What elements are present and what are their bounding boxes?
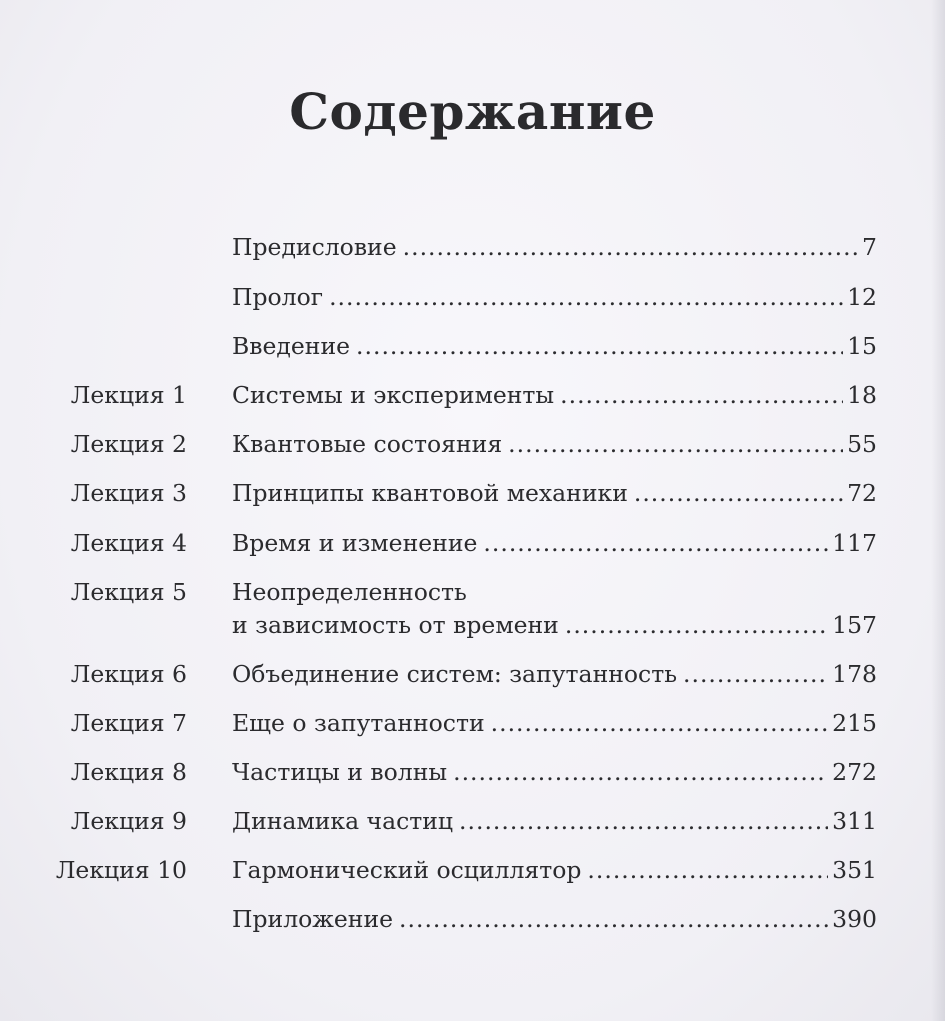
dot-leader [356, 331, 843, 361]
toc-entry-title: Приложение [232, 905, 394, 933]
toc-entry-title: Системы и эксперименты [232, 381, 555, 409]
dot-leader [399, 904, 828, 934]
lecture-label: Лекция 10 [55, 856, 187, 884]
dot-leader [329, 282, 843, 312]
toc-entry-page: 12 [847, 283, 877, 311]
lecture-label: Лекция 2 [70, 430, 187, 458]
toc-entry-title: Пролог [232, 283, 324, 311]
dot-leader [587, 855, 828, 885]
dot-leader [491, 708, 829, 738]
dot-leader [508, 429, 843, 459]
toc-entry-page: 157 [832, 611, 877, 639]
toc-entry-title: Частицы и волны [232, 758, 448, 786]
toc-entry-title: Динамика частиц [232, 807, 454, 835]
lecture-label: Лекция 8 [70, 758, 187, 786]
dot-leader [403, 232, 858, 262]
toc-entry-page: 15 [847, 332, 877, 360]
toc-entry-page: 117 [832, 529, 877, 557]
dot-leader [565, 610, 828, 640]
lecture-label: Лекция 9 [70, 807, 187, 835]
toc-entry-page: 311 [832, 807, 877, 835]
toc-entry-page: 7 [862, 233, 877, 261]
toc-entry-page: 55 [847, 430, 877, 458]
dot-leader [634, 478, 843, 508]
toc-entry-title: Гармонический осциллятор [232, 856, 582, 884]
dot-leader [459, 806, 828, 836]
lecture-label: Лекция 1 [70, 381, 187, 409]
toc-entry-title: Время и изменение [232, 529, 478, 557]
dot-leader [453, 757, 828, 787]
page-title: Содержание [289, 82, 656, 141]
dot-leader [560, 380, 843, 410]
toc-entry-page: 18 [847, 381, 877, 409]
dot-leader [483, 528, 828, 558]
toc-entry-title-line1: Неопределенность [232, 578, 467, 606]
toc-entry-title: и зависимость от времени [232, 611, 559, 639]
lecture-label: Лекция 6 [70, 660, 187, 688]
lecture-label: Лекция 7 [70, 709, 187, 737]
lecture-label: Лекция 3 [70, 479, 187, 507]
toc-entry-title: Предисловие [232, 233, 397, 261]
toc-entry-title: Принципы квантовой механики [232, 479, 628, 507]
toc-entry-title: Введение [232, 332, 351, 360]
toc-entry-page: 178 [832, 660, 877, 688]
toc-entry-page: 272 [832, 758, 877, 786]
lecture-label: Лекция 4 [70, 529, 187, 557]
dot-leader [683, 659, 828, 689]
toc-entry-page: 351 [832, 856, 877, 884]
toc-entry-page: 215 [832, 709, 877, 737]
toc-entry-page: 390 [832, 905, 877, 933]
toc-entry-title: Еще о запутанности [232, 709, 485, 737]
toc-entry-title: Квантовые состояния [232, 430, 503, 458]
lecture-label: Лекция 5 [70, 578, 187, 606]
toc-entry-title: Объединение систем: запутанность [232, 660, 677, 688]
toc-entry-page: 72 [847, 479, 877, 507]
